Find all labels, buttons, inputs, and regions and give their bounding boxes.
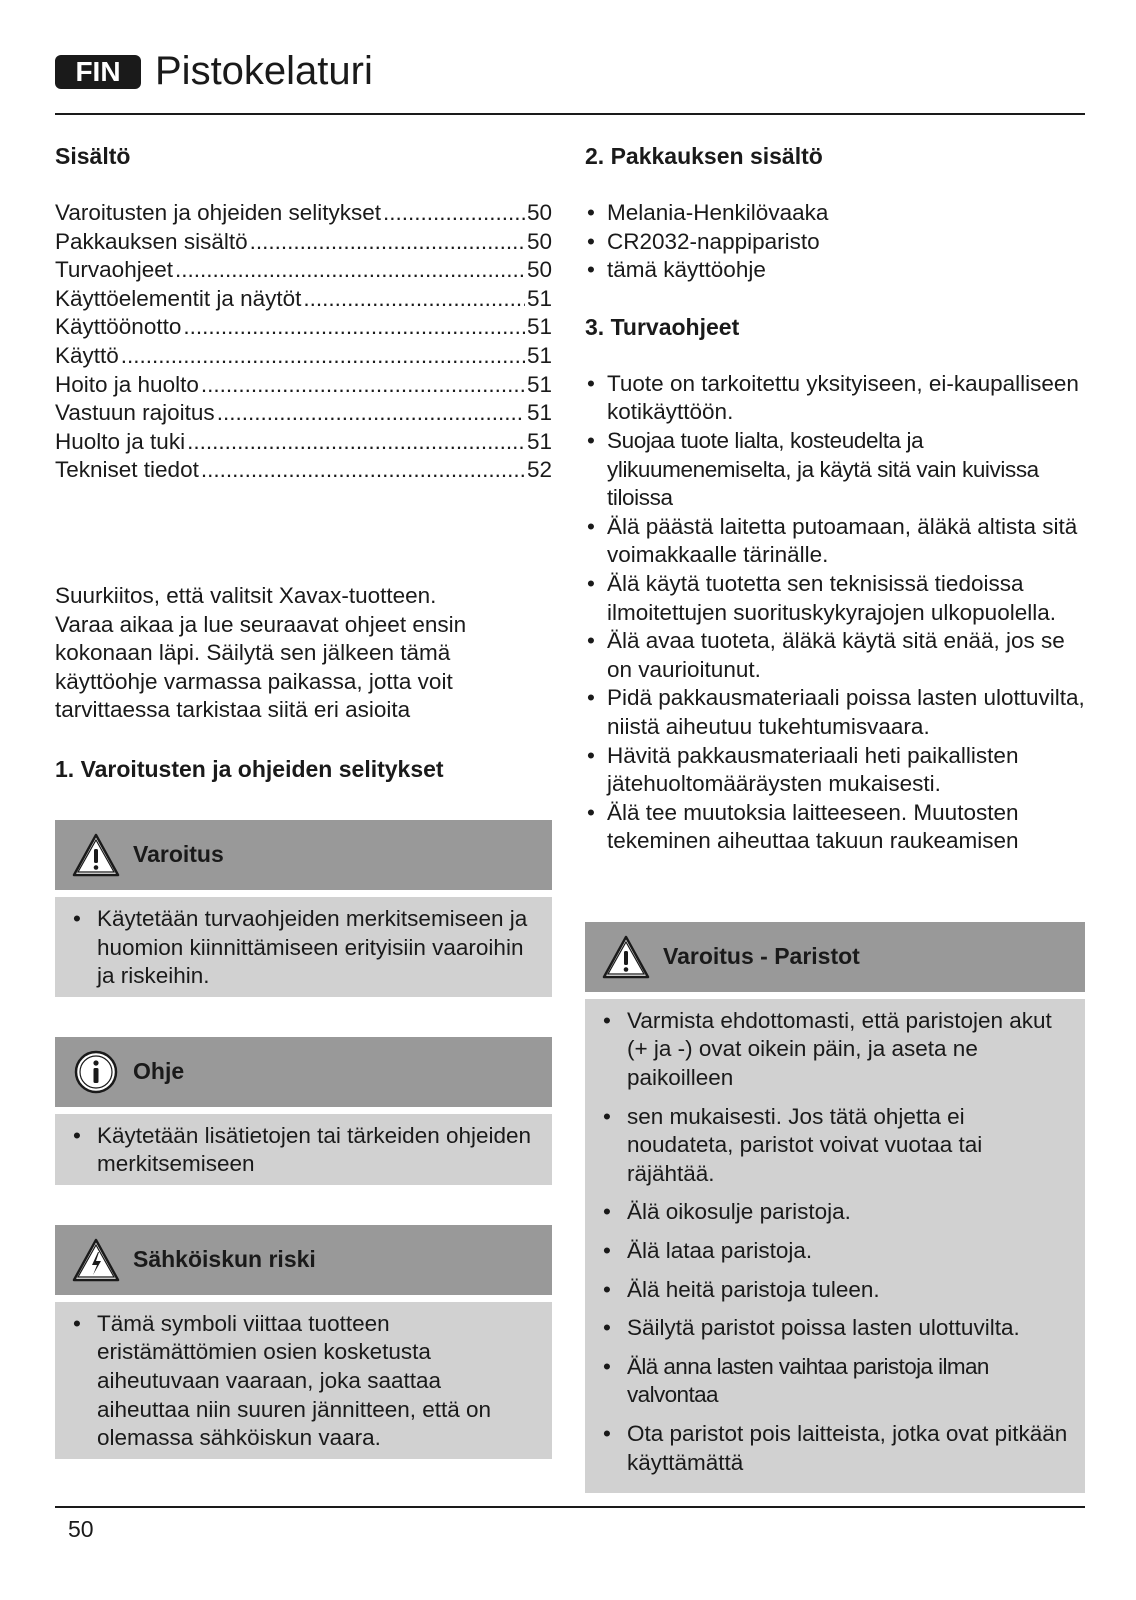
list-item: • Älä lataa paristoja. (601, 1237, 1069, 1266)
shock-notice-header (55, 1225, 552, 1295)
list-item: • Varmista ehdottomasti, että paristojen akut (+ ja -) ovat oikein päin, ja aseta ne paikoilleen (601, 1007, 1069, 1093)
list-item: • Käytetään lisätietojen tai tärkeiden ohjeiden merkitsemiseen (71, 1122, 536, 1179)
page-header (55, 50, 1085, 116)
warning-triangle-icon (71, 832, 121, 878)
toc-entry: Käyttöelementit ja näytöt ..... 51 (55, 285, 552, 314)
table-of-contents (55, 199, 552, 485)
footer-divider (55, 1506, 1085, 1508)
list-item: • Käytetään turvaohjeiden merkitsemiseen ja huomion kiinnittämiseen erityisiin vaaroihin ja riskeihin. (71, 905, 536, 991)
toc-entry: Pakkauksen sisältö ..... 50 (55, 228, 552, 257)
info-circle-icon (71, 1049, 121, 1095)
battery-warning-body (585, 999, 1085, 1493)
list-item: • sen mukaisesti. Jos tätä ohjetta ei noudateta, paristot voivat vuotaa tai räjähtää. (601, 1103, 1069, 1189)
note-notice-body (55, 1114, 552, 1185)
toc-entry: Tekniset tiedot ..... 52 (55, 456, 552, 485)
list-item: • Älä avaa tuoteta, äläkä käytä sitä enää, jos se on vaurioitunut. (585, 627, 1085, 684)
warning-notice-body (55, 897, 552, 997)
note-notice-label: Ohje (133, 1058, 185, 1085)
list-item: • Älä anna lasten vaihtaa paristoja ilman valvontaa (601, 1353, 1069, 1410)
list-item: • Älä käytä tuotetta sen teknisissä tiedoissa ilmoitettujen suorituskykyrajojen ulkopuolella. (585, 570, 1085, 627)
toc-entry: Käyttöönotto ..... 51 (55, 313, 552, 342)
toc-entry: Varoitusten ja ohjeiden selitykset ..... 50 (55, 199, 552, 228)
language-badge: FIN (55, 55, 141, 89)
note-notice-header (55, 1037, 552, 1107)
toc-heading: Sisältö (55, 143, 131, 169)
section3-heading: 3. Turvaohjeet (585, 313, 740, 340)
toc-entry: Hoito ja huolto ..... 51 (55, 371, 552, 400)
list-item: • Älä tee muutoksia laitteeseen. Muutosten tekeminen aiheuttaa takuun raukeamisen (585, 799, 1085, 856)
warning-notice-label: Varoitus (133, 841, 224, 868)
intro-instructions: Varaa aikaa ja lue seuraavat ohjeet ensin kokonaan läpi. Säilytä sen jälkeen tämä käyttöohje varmassa paikassa, jotta voit tarvittaessa tarkistaa siitä eri asioita (55, 611, 467, 723)
list-item: • Melania-Henkilövaaka (585, 199, 1085, 228)
toc-entry: Huolto ja tuki ..... 51 (55, 428, 552, 457)
list-item: • Älä heitä paristoja tuleen. (601, 1276, 1069, 1305)
toc-entry: Turvaohjeet ..... 50 (55, 256, 552, 285)
intro-thanks: Suurkiitos, että valitsit Xavax-tuotteen. (55, 582, 437, 608)
list-item: • Hävitä pakkausmateriaali heti paikallisten jätehuoltomääräysten mukaisesti. (585, 742, 1085, 799)
list-item: • Säilytä paristot poissa lasten ulottuvilta. (601, 1314, 1069, 1343)
warning-triangle-icon (601, 934, 651, 980)
list-item: • Suojaa tuote lialta, kosteudelta ja ylikuumenemiselta, ja käytä sitä vain kuivissa tiloissa (585, 427, 1085, 513)
right-column (585, 130, 1085, 1493)
package-contents-list (585, 199, 1085, 285)
section1-heading: 1. Varoitusten ja ohjeiden selitykset (55, 755, 444, 782)
toc-entry: Vastuun rajoitus ..... 51 (55, 399, 552, 428)
list-item: • CR2032-nappiparisto (585, 228, 1085, 257)
warning-notice-header (55, 820, 552, 890)
list-item: • Ota paristot pois laitteista, jotka ovat pitkään käyttämättä (601, 1420, 1069, 1477)
header-divider (55, 113, 1085, 115)
electric-shock-icon (71, 1237, 121, 1283)
left-column (55, 130, 552, 1459)
shock-notice-label: Sähköiskun riski (133, 1246, 316, 1273)
list-item: • Älä oikosulje paristoja. (601, 1198, 1069, 1227)
shock-notice (55, 1225, 552, 1459)
toc-entry: Käyttö ..... 51 (55, 342, 552, 371)
battery-warning-label: Varoitus - Paristot (663, 943, 860, 970)
battery-warning-header (585, 922, 1085, 992)
list-item: • Tämä symboli viittaa tuotteen eristämättömien osien kosketusta aiheutuvaan vaaraan, joka saattaa aiheuttaa niin suuren jännitteen, että on olemassa sähköiskun vaara. (71, 1310, 536, 1453)
list-item: • Tuote on tarkoitettu yksityiseen, ei-kaupalliseen kotikäyttöön. (585, 370, 1085, 427)
intro-text (55, 582, 552, 725)
note-notice (55, 1037, 552, 1185)
page-number: 50 (68, 1516, 94, 1542)
safety-list (585, 370, 1085, 856)
section2-heading: 2. Pakkauksen sisältö (585, 143, 823, 169)
warning-notice (55, 820, 552, 997)
shock-notice-body (55, 1302, 552, 1459)
document-title: Pistokelaturi (155, 49, 373, 93)
battery-warning-notice (585, 922, 1085, 1493)
list-item: • tämä käyttöohje (585, 256, 1085, 285)
list-item: • Pidä pakkausmateriaali poissa lasten ulottuvilta, niistä aiheutuu tukehtumisvaara. (585, 684, 1085, 741)
list-item: • Älä päästä laitetta putoamaan, äläkä altista sitä voimakkaalle tärinälle. (585, 513, 1085, 570)
